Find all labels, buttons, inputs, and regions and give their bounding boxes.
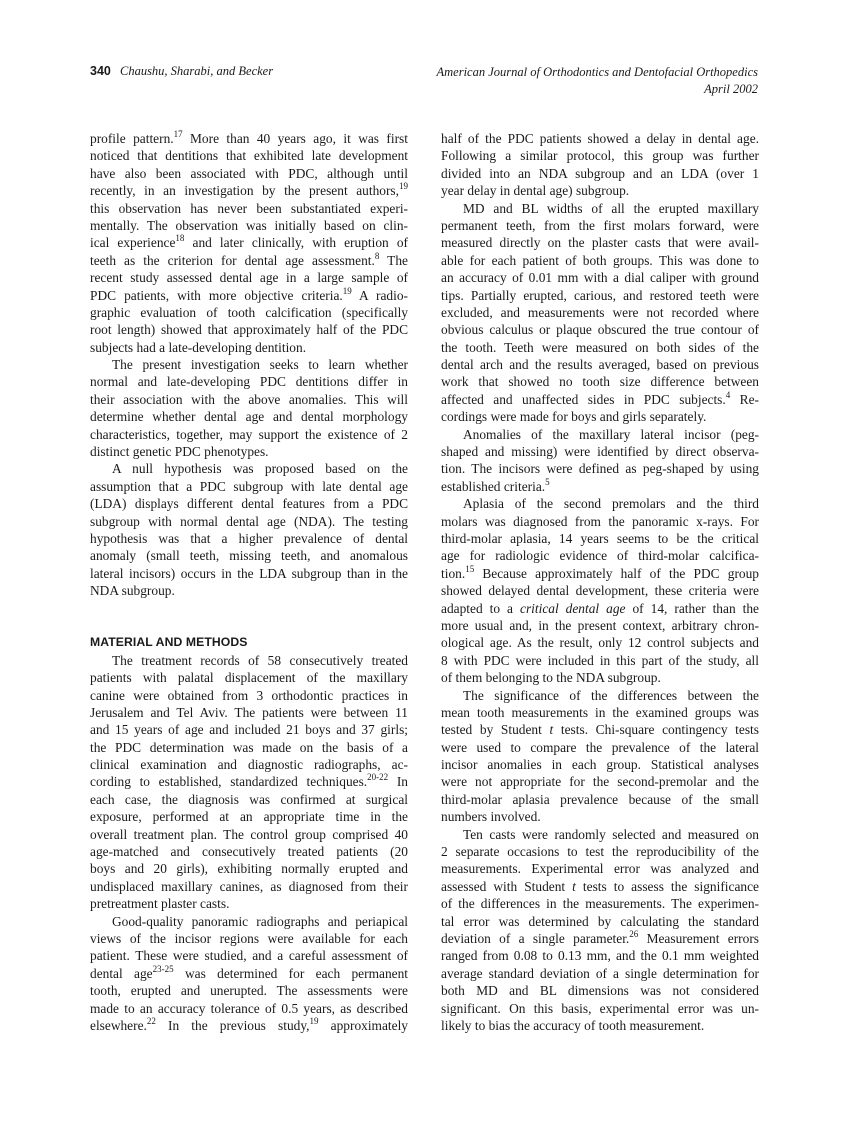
text-line: half of the PDC patients showed a delay in dental age.	[441, 131, 759, 146]
text-line: ical experience$^{18}$ and later clinically, with eruption of	[90, 233, 408, 251]
paragraph	[90, 652, 408, 913]
text-line: an accuracy of 0.01 mm with a dial caliper with ground	[441, 270, 759, 286]
paragraph	[441, 130, 759, 200]
text-line: assessed with Student t tests to assess the significance	[441, 878, 759, 894]
text-line: established criteria.$^5$	[441, 476, 550, 494]
text-line: third-molar aplasia prevalence because of the small	[441, 791, 759, 807]
text-line: age-matched and consecutively treated patients (20	[90, 844, 408, 860]
section-heading: MATERIAL AND METHODS	[90, 635, 248, 650]
text-line: The treatment records of 58 consecutively treated	[112, 652, 408, 668]
paragraph	[441, 687, 759, 826]
spacer	[90, 600, 408, 617]
text-line: obvious calculus or plaque obscured the true contour of	[441, 322, 759, 338]
running-header-right	[437, 64, 759, 98]
text-line: work that showed no tooth size difference between	[441, 374, 759, 390]
text-line: determine whether dental age and dental morphology	[90, 409, 408, 425]
text-line: cording to established, standardized techniques.$^{20-22}$ In	[90, 772, 408, 790]
emphasis: t	[572, 878, 576, 894]
left-column	[90, 130, 408, 1034]
text-line: affected and unaffected sides in PDC subjects.$^4$ Re-	[441, 389, 759, 407]
text-line: exposure, performed at an appropriate time in the	[90, 809, 408, 825]
text-line: 8 with PDC were included in this part of the study, all	[441, 652, 759, 668]
emphasis: critical dental age	[520, 600, 626, 616]
text-line: year delay in dental age) subgroup.	[441, 183, 630, 199]
text-line: hypothesis was that a higher prevalence of dental	[90, 530, 408, 546]
citation: 20-22	[367, 772, 389, 783]
paragraph	[441, 200, 759, 426]
citation: 22	[146, 1015, 156, 1026]
text-line: tips. Partially erupted, carious, and restored teeth were	[441, 287, 759, 303]
text-line: 2 separate occasions to test the reproducibility of the	[441, 844, 759, 860]
issue-date: April 2002	[704, 82, 758, 96]
citation: 4	[725, 389, 731, 400]
text-line: age for radiologic evidence of third-molar calcifica-	[441, 548, 759, 564]
text-line: mentally. The observation was initially based on clin-	[90, 217, 408, 233]
text-line: the PDC determination was made on the basis of a	[90, 739, 408, 755]
text-line: PDC patients, with more objective criteria.$^{19}$ A radio-	[90, 285, 408, 303]
text-line: Anomalies of the maxillary lateral incisor (peg-	[463, 426, 759, 442]
citation: 23-25	[152, 963, 174, 974]
text-line: (LDA) displays different dental features from a PDC	[90, 496, 408, 512]
paragraph	[441, 495, 759, 686]
citation: 26	[629, 928, 639, 939]
text-line: A null hypothesis was proposed based on the	[112, 461, 408, 477]
text-line: average standard deviation of a single determination for	[441, 965, 759, 981]
paragraph	[90, 130, 408, 356]
text-line: distinct genetic PDC phenotypes.	[90, 444, 269, 460]
journal-title: American Journal of Orthodontics and Dentofacial Orthopedics	[436, 65, 758, 79]
text-line: boys and 20 girls), exhibiting normally erupted and	[90, 861, 408, 877]
text-line: The present investigation seeks to learn whether	[112, 357, 408, 373]
text-line: overall treatment plan. The control group comprised 40	[90, 826, 408, 842]
citation: 5	[545, 476, 550, 487]
text-line: dental age$^{23-25}$ was determined for each permanent	[90, 963, 408, 981]
text-line: NDA subgroup.	[90, 583, 175, 599]
text-line: clinical examination and diagnostic radiographs, ac-	[90, 757, 408, 773]
text-line: patients with palatal displacement of the maxillary	[90, 670, 408, 686]
citation: 19	[399, 181, 408, 192]
text-line: divided into an NDA subgroup and an LDA (over 1	[441, 165, 759, 181]
text-line: ranged from 0.08 to 0.13 mm, and the 0.1 mm weighted	[441, 948, 759, 964]
text-line: mean tooth measurements in the examined groups was	[441, 704, 759, 720]
text-line: anomaly (small teeth, missing teeth, and anomalous	[90, 548, 408, 564]
text-line: MD and BL widths of all the erupted maxillary	[463, 200, 759, 216]
text-line: each case, the diagnosis was confirmed at surgical	[90, 791, 408, 807]
text-line: dental arch and the results averaged, based on previous	[441, 357, 759, 373]
text-line: The significance of the differences between the	[463, 687, 759, 703]
text-line: canine were obtained from 3 orthodontic practices in	[90, 687, 408, 703]
text-line: tooth, erupted and unerupted. The assessments were	[90, 983, 408, 999]
text-line: recent study assessed dental age in a large sample of	[90, 270, 408, 286]
text-line: characteristics, together, may support the existence of 2	[90, 426, 408, 442]
text-line: made to an accuracy tolerance of 0.5 years, as described	[90, 1000, 408, 1016]
text-line: patient. These were studied, and a careful assessment of	[90, 948, 408, 964]
text-line: adapted to a critical dental age of 14, rather than the	[441, 600, 759, 616]
text-line: have also been associated with PDC, although until	[90, 165, 408, 181]
text-line: showed delayed dental development, these criteria were	[441, 583, 759, 599]
paragraph	[90, 460, 408, 599]
text-line: Jerusalem and Tel Aviv. The patients were between 11	[90, 704, 408, 720]
text-line: teeth as the criterion for dental age assessment.$^8$ The	[90, 250, 408, 268]
page-number: 340	[90, 64, 111, 78]
text-line: of them belonging to the NDA subgroup.	[441, 670, 661, 686]
emphasis: t	[549, 722, 554, 738]
text-line: root length) showed that approximately half of the PDC	[90, 322, 408, 338]
text-line: their association with the above anomalies. This will	[90, 391, 408, 407]
text-line: ological age. As the result, only 12 control subjects and	[441, 635, 759, 651]
text-line: noticed that dentitions that exhibited late development	[90, 148, 408, 164]
text-line: deviation of a single parameter.$^{26}$ Measurement errors	[441, 928, 759, 946]
citation: 8	[374, 250, 380, 261]
text-line: Aplasia of the second premolars and the third	[463, 496, 759, 512]
paragraph	[90, 356, 408, 460]
text-line: this observation has never been substantiated experi-	[90, 200, 408, 216]
text-line: Following a similar protocol, this group was further	[441, 148, 759, 164]
text-line: tal error was determined by calculating the standard	[441, 913, 759, 929]
text-line: and 15 years of age and included 21 boys and 37 girls;	[90, 722, 408, 738]
text-line: of the differences in the measurements. The experimen-	[441, 896, 759, 912]
text-line: lateral incisors) occurs in the LDA subgroup than in the	[90, 565, 408, 581]
text-line: graphic evaluation of tooth calcification (specifically	[90, 304, 408, 320]
paragraph	[90, 913, 408, 1035]
text-line: measurements. Experimental error was analyzed and	[441, 861, 759, 877]
text-line: elsewhere.$^{22}$ In the previous study,$^{19}$ approximately	[90, 1015, 408, 1033]
text-line: Ten casts were randomly selected and measured on	[463, 826, 759, 842]
text-line: were not appropriate for the second-premolar and the	[441, 774, 759, 790]
text-line: able for each patient of both groups. This was done to	[441, 252, 759, 268]
text-line: measured directly on the plaster casts that were avail-	[441, 235, 759, 251]
citation: 19	[309, 1015, 319, 1026]
text-line: subgroup with normal dental age (NDA). The testing	[90, 513, 408, 529]
text-line: the tooth. Teeth were measured on both sides of the	[441, 339, 759, 355]
text-line: both MD and BL dimensions was not considered	[441, 983, 759, 999]
paragraph	[441, 826, 759, 1035]
text-line: were used to compare the prevalence of the lateral	[441, 739, 759, 755]
text-line: tested by Student t tests. Chi-square contingency tests	[441, 722, 759, 738]
running-authors: Chaushu, Sharabi, and Becker	[119, 64, 274, 78]
citation: 17	[173, 129, 183, 139]
text-line: shaped and missing) were identified by direct observa-	[441, 444, 759, 460]
text-line: Good-quality panoramic radiographs and periapical	[112, 913, 408, 929]
text-line: subjects had a late-developing dentition.	[90, 339, 307, 355]
text-line: normal and late-developing PDC dentitions differ in	[90, 374, 408, 390]
citation: 15	[465, 563, 475, 574]
text-line: undisplaced maxillary canines, as diagnosed from their	[90, 878, 408, 894]
text-line: more usual and, in the present context, arbitrary chron-	[441, 617, 759, 633]
paragraph	[441, 426, 759, 496]
text-line: pretreatment plaster casts.	[90, 896, 230, 912]
citation: 18	[175, 233, 185, 244]
running-header-left	[90, 64, 273, 79]
text-line: incisor anomalies in each group. Statistical analyses	[441, 757, 759, 773]
text-line: significant. On this basis, experimental error was un-	[441, 1000, 759, 1016]
text-line: tion. The incisors were defined as peg-shaped by using	[441, 461, 759, 477]
text-line: likely to bias the accuracy of tooth measurement.	[441, 1017, 705, 1033]
text-line: excluded, and measurements were not recorded where	[441, 304, 759, 320]
text-line: profile pattern.$^{17}$ More than 40 years ago, it was first	[90, 129, 408, 146]
right-column	[441, 130, 759, 1034]
text-line: tion.$^{15}$ Because approximately half of the PDC group	[441, 563, 759, 581]
citation: 19	[342, 285, 352, 296]
text-line: assumption that a PDC subgroup with late dental age	[90, 478, 408, 494]
text-line: recently, in an investigation by the present authors,$^{19}$	[90, 181, 408, 199]
text-line: numbers involved.	[441, 809, 541, 825]
text-line: cordings were made for boys and girls separately.	[441, 409, 707, 425]
text-line: views of the incisor regions were available for each	[90, 930, 408, 946]
text-line: permanent teeth, from the first molars forward, were	[441, 217, 759, 233]
text-line: third-molar aplasia, 14 years seems to be the critical	[441, 530, 759, 546]
text-line: molars was diagnosed from the panoramic x-rays. For	[441, 513, 759, 529]
